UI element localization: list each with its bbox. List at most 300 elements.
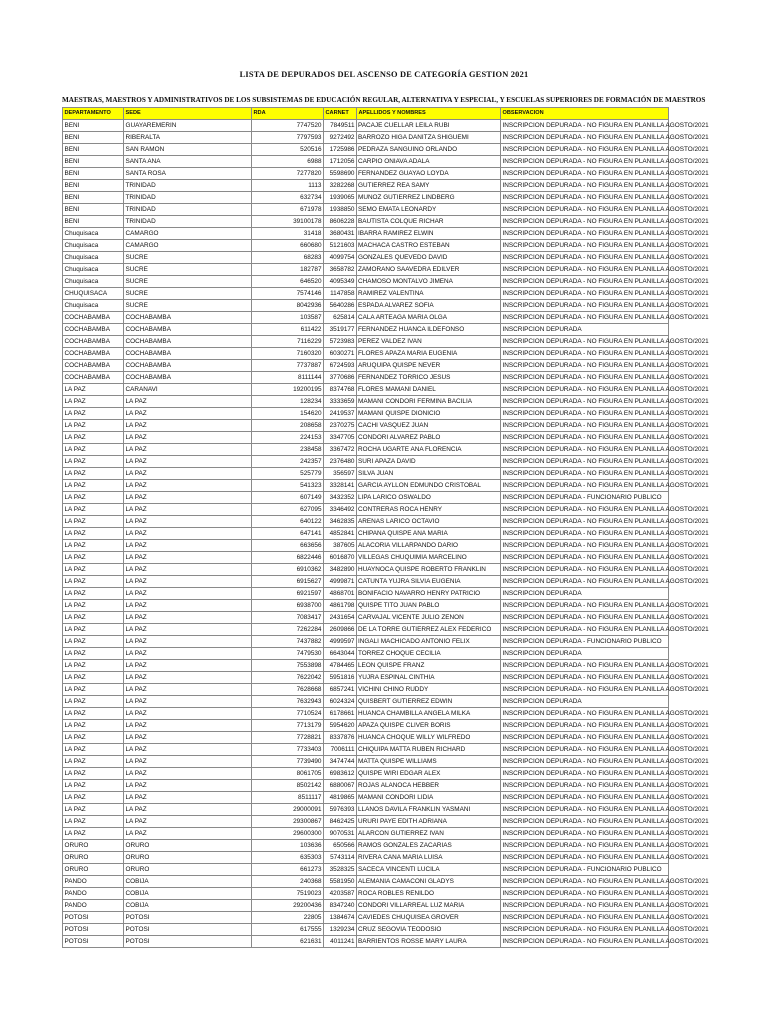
cell-carnet: 5723983 — [324, 336, 357, 348]
cell-sede: LA PAZ — [124, 684, 252, 696]
cell-carnet: 3346492 — [324, 504, 357, 516]
table-row — [63, 456, 669, 468]
table-row — [63, 228, 669, 240]
cell-apellidos-nombres: ARENAS LARICO OCTAVIO — [357, 516, 501, 528]
cell-rda: 182787 — [252, 264, 324, 276]
cell-carnet: 3482890 — [324, 564, 357, 576]
table-row — [63, 792, 669, 804]
table-row — [63, 564, 669, 576]
table-row — [63, 444, 669, 456]
cell-rda: 7628668 — [252, 684, 324, 696]
cell-departamento: LA PAZ — [63, 696, 124, 708]
cell-sede: TRINIDAD — [124, 192, 252, 204]
cell-sede: LA PAZ — [124, 540, 252, 552]
cell-carnet: 6857241 — [324, 684, 357, 696]
cell-departamento: LA PAZ — [63, 576, 124, 588]
cell-apellidos-nombres: RAMOS GONZALES ZACARIAS — [357, 840, 501, 852]
cell-rda: 635303 — [252, 852, 324, 864]
cell-apellidos-nombres: PEDRAZA SANGUINO ORLANDO — [357, 144, 501, 156]
table-row — [63, 132, 669, 144]
cell-sede: POTOSI — [124, 912, 252, 924]
table-row — [63, 852, 669, 864]
cell-sede: SUCRE — [124, 252, 252, 264]
cell-rda: 671978 — [252, 204, 324, 216]
table-row — [63, 804, 669, 816]
table-row — [63, 708, 669, 720]
cell-sede: LA PAZ — [124, 816, 252, 828]
cell-carnet: 3519177 — [324, 324, 357, 336]
cell-carnet: 3770686 — [324, 372, 357, 384]
cell-carnet: 9272492 — [324, 132, 357, 144]
cell-apellidos-nombres: ALACORIA VILLARPANDO DARIO — [357, 540, 501, 552]
table-row — [63, 480, 669, 492]
cell-carnet: 650566 — [324, 840, 357, 852]
cell-carnet: 1329234 — [324, 924, 357, 936]
cell-sede: COCHABAMBA — [124, 312, 252, 324]
cell-departamento: LA PAZ — [63, 528, 124, 540]
cell-sede: COCHABAMBA — [124, 336, 252, 348]
cell-carnet: 4784465 — [324, 660, 357, 672]
table-row — [63, 624, 669, 636]
cell-carnet: 5581950 — [324, 876, 357, 888]
cell-departamento: LA PAZ — [63, 708, 124, 720]
cell-carnet: 4095349 — [324, 276, 357, 288]
cell-sede: ORURO — [124, 852, 252, 864]
cell-apellidos-nombres: GONZALES QUEVEDO DAVID — [357, 252, 501, 264]
table-row — [63, 420, 669, 432]
cell-apellidos-nombres: PEREZ VALDEZ IVAN — [357, 336, 501, 348]
table-row — [63, 600, 669, 612]
table-row — [63, 168, 669, 180]
cell-observacion: INSCRIPCION DEPURADA - NO FIGURA EN PLANILLA AGOSTO/2021 — [501, 852, 669, 864]
cell-departamento: BENI — [63, 144, 124, 156]
cell-rda: 31418 — [252, 228, 324, 240]
cell-carnet: 2609866 — [324, 624, 357, 636]
table-row — [63, 192, 669, 204]
document-title: LISTA DE DEPURADOS DEL ASCENSO DE CATEGORÍA GESTION 2021 — [239, 70, 529, 79]
cell-departamento: BENI — [63, 168, 124, 180]
cell-observacion: INSCRIPCION DEPURADA — [501, 324, 669, 336]
cell-departamento: Chuquisaca — [63, 300, 124, 312]
cell-apellidos-nombres: BARROZO HIGA DANITZA SHIGUEMI — [357, 132, 501, 144]
table-row — [63, 756, 669, 768]
cell-observacion: INSCRIPCION DEPURADA - NO FIGURA EN PLANILLA AGOSTO/2021 — [501, 192, 669, 204]
document-subtitle: MAESTRAS, MAESTROS Y ADMINISTRATIVOS DE LOS SUBSISTEMAS DE EDUCACIÓN REGULAR, ALTERNATIVA Y ESPECIAL, Y ESCUELAS SUPERIORES DE FORMACIÓN DE MAESTROS — [62, 96, 706, 104]
cell-sede: CAMARGO — [124, 228, 252, 240]
cell-apellidos-nombres: ARUQUIPA QUISPE NEVER — [357, 360, 501, 372]
table-row — [63, 144, 669, 156]
cell-departamento: LA PAZ — [63, 408, 124, 420]
table-row — [63, 240, 669, 252]
cell-observacion: INSCRIPCION DEPURADA - NO FIGURA EN PLANILLA AGOSTO/2021 — [501, 420, 669, 432]
cell-observacion: INSCRIPCION DEPURADA - NO FIGURA EN PLANILLA AGOSTO/2021 — [501, 228, 669, 240]
cell-apellidos-nombres: CACHI VASQUEZ JUAN — [357, 420, 501, 432]
cell-apellidos-nombres: VICHINI CHINO RUDDY — [357, 684, 501, 696]
table-row — [63, 732, 669, 744]
cell-departamento: Chuquisaca — [63, 228, 124, 240]
header-observacion: OBSERVACION — [501, 108, 669, 120]
cell-observacion: INSCRIPCION DEPURADA - NO FIGURA EN PLANILLA AGOSTO/2021 — [501, 768, 669, 780]
cell-sede: LA PAZ — [124, 804, 252, 816]
cell-departamento: LA PAZ — [63, 588, 124, 600]
cell-rda: 7262284 — [252, 624, 324, 636]
cell-rda: 661273 — [252, 864, 324, 876]
cell-carnet: 3680431 — [324, 228, 357, 240]
cell-rda: 7733403 — [252, 744, 324, 756]
cell-observacion: INSCRIPCION DEPURADA - NO FIGURA EN PLANILLA AGOSTO/2021 — [501, 384, 669, 396]
cell-apellidos-nombres: CAVIEDES CHUQUISEA GROVER — [357, 912, 501, 924]
cell-carnet: 5640286 — [324, 300, 357, 312]
cell-sede: TRINIDAD — [124, 204, 252, 216]
cell-carnet: 6024324 — [324, 696, 357, 708]
cell-carnet: 4099754 — [324, 252, 357, 264]
cell-apellidos-nombres: CONTRERAS ROCA HENRY — [357, 504, 501, 516]
cell-apellidos-nombres: INGALI MACHICADO ANTONIO FELIX — [357, 636, 501, 648]
cell-rda: 541323 — [252, 480, 324, 492]
table-row — [63, 768, 669, 780]
cell-carnet: 3347705 — [324, 432, 357, 444]
cell-observacion: INSCRIPCION DEPURADA - NO FIGURA EN PLANILLA AGOSTO/2021 — [501, 876, 669, 888]
cell-departamento: LA PAZ — [63, 612, 124, 624]
cell-observacion: INSCRIPCION DEPURADA - NO FIGURA EN PLANILLA AGOSTO/2021 — [501, 468, 669, 480]
cell-apellidos-nombres: FERNANDEZ GUAYAO LOYDA — [357, 168, 501, 180]
cell-rda: 8111144 — [252, 372, 324, 384]
cell-rda: 103587 — [252, 312, 324, 324]
table-row — [63, 924, 669, 936]
cell-apellidos-nombres: BONIFACIO NAVARRO HENRY PATRICIO — [357, 588, 501, 600]
cell-departamento: LA PAZ — [63, 768, 124, 780]
cell-departamento: ORURO — [63, 864, 124, 876]
cell-observacion: INSCRIPCION DEPURADA - NO FIGURA EN PLANILLA AGOSTO/2021 — [501, 144, 669, 156]
cell-rda: 8042936 — [252, 300, 324, 312]
table-row — [63, 360, 669, 372]
cell-departamento: PANDO — [63, 888, 124, 900]
table-row — [63, 276, 669, 288]
header-departamento: DEPARTAMENTO — [63, 108, 124, 120]
header-carnet: CARNET — [324, 108, 357, 120]
cell-observacion: INSCRIPCION DEPURADA - NO FIGURA EN PLANILLA AGOSTO/2021 — [501, 168, 669, 180]
cell-sede: LA PAZ — [124, 552, 252, 564]
cell-carnet: 1938850 — [324, 204, 357, 216]
cell-departamento: LA PAZ — [63, 636, 124, 648]
cell-observacion: INSCRIPCION DEPURADA - NO FIGURA EN PLANILLA AGOSTO/2021 — [501, 444, 669, 456]
cell-departamento: COCHABAMBA — [63, 360, 124, 372]
cell-rda: 8511117 — [252, 792, 324, 804]
table-row — [63, 312, 669, 324]
cell-carnet: 4011241 — [324, 936, 357, 948]
table-row — [63, 120, 669, 132]
cell-departamento: BENI — [63, 216, 124, 228]
cell-apellidos-nombres: VILLEGAS CHUQUIMIA MARCELINO — [357, 552, 501, 564]
cell-apellidos-nombres: SACECA VINCENTI LUCILA — [357, 864, 501, 876]
cell-departamento: POTOSI — [63, 936, 124, 948]
cell-rda: 7632943 — [252, 696, 324, 708]
cell-carnet: 6643044 — [324, 648, 357, 660]
cell-carnet: 6178661 — [324, 708, 357, 720]
cell-departamento: BENI — [63, 204, 124, 216]
cell-sede: TRINIDAD — [124, 216, 252, 228]
table-row — [63, 540, 669, 552]
cell-observacion: INSCRIPCION DEPURADA — [501, 696, 669, 708]
cell-carnet: 5954620 — [324, 720, 357, 732]
cell-rda: 621631 — [252, 936, 324, 948]
cell-observacion: INSCRIPCION DEPURADA - NO FIGURA EN PLANILLA AGOSTO/2021 — [501, 132, 669, 144]
cell-sede: COBIJA — [124, 876, 252, 888]
cell-apellidos-nombres: QUISBERT GUTIERREZ EDWIN — [357, 696, 501, 708]
table-row — [63, 468, 669, 480]
cell-rda: 7710524 — [252, 708, 324, 720]
cell-apellidos-nombres: MAMANI CONDORI FERMINA BACILIA — [357, 396, 501, 408]
cell-carnet: 3333659 — [324, 396, 357, 408]
cell-rda: 617555 — [252, 924, 324, 936]
cell-departamento: BENI — [63, 180, 124, 192]
cell-departamento: LA PAZ — [63, 828, 124, 840]
cell-observacion: INSCRIPCION DEPURADA - NO FIGURA EN PLANILLA AGOSTO/2021 — [501, 252, 669, 264]
cell-observacion: INSCRIPCION DEPURADA — [501, 648, 669, 660]
cell-carnet: 3462835 — [324, 516, 357, 528]
cell-rda: 525779 — [252, 468, 324, 480]
cell-rda: 7479530 — [252, 648, 324, 660]
cell-observacion: INSCRIPCION DEPURADA - NO FIGURA EN PLANILLA AGOSTO/2021 — [501, 156, 669, 168]
cell-departamento: LA PAZ — [63, 432, 124, 444]
cell-rda: 29600300 — [252, 828, 324, 840]
cell-carnet: 4203587 — [324, 888, 357, 900]
cell-rda: 1113 — [252, 180, 324, 192]
cell-rda: 7437882 — [252, 636, 324, 648]
cell-observacion: INSCRIPCION DEPURADA - NO FIGURA EN PLANILLA AGOSTO/2021 — [501, 684, 669, 696]
table-row — [63, 300, 669, 312]
cell-rda: 7728821 — [252, 732, 324, 744]
cell-sede: LA PAZ — [124, 636, 252, 648]
cell-sede: LA PAZ — [124, 420, 252, 432]
cell-apellidos-nombres: ALEMANIA CAMACONI GLADYS — [357, 876, 501, 888]
cell-apellidos-nombres: MATTA QUISPE WILLIAMS — [357, 756, 501, 768]
cell-carnet: 8337876 — [324, 732, 357, 744]
cell-observacion: INSCRIPCION DEPURADA - NO FIGURA EN PLANILLA AGOSTO/2021 — [501, 744, 669, 756]
table-row — [63, 324, 669, 336]
cell-carnet: 4861798 — [324, 600, 357, 612]
cell-carnet: 5976393 — [324, 804, 357, 816]
cell-rda: 224153 — [252, 432, 324, 444]
cell-carnet: 3282268 — [324, 180, 357, 192]
cell-observacion: INSCRIPCION DEPURADA - NO FIGURA EN PLANILLA AGOSTO/2021 — [501, 924, 669, 936]
cell-observacion: INSCRIPCION DEPURADA - NO FIGURA EN PLANILLA AGOSTO/2021 — [501, 804, 669, 816]
cell-observacion: INSCRIPCION DEPURADA - NO FIGURA EN PLANILLA AGOSTO/2021 — [501, 900, 669, 912]
cell-observacion: INSCRIPCION DEPURADA - NO FIGURA EN PLANILLA AGOSTO/2021 — [501, 828, 669, 840]
cell-carnet: 4852841 — [324, 528, 357, 540]
table-row — [63, 204, 669, 216]
cell-apellidos-nombres: DE LA TORRE GUTIERREZ ALEX FEDERICO — [357, 624, 501, 636]
cell-departamento: PANDO — [63, 876, 124, 888]
cell-observacion: INSCRIPCION DEPURADA - NO FIGURA EN PLANILLA AGOSTO/2021 — [501, 576, 669, 588]
cell-rda: 7737887 — [252, 360, 324, 372]
cell-carnet: 6016870 — [324, 552, 357, 564]
cell-sede: SANTA ROSA — [124, 168, 252, 180]
cell-carnet: 3528325 — [324, 864, 357, 876]
table-row — [63, 156, 669, 168]
cell-observacion: INSCRIPCION DEPURADA - NO FIGURA EN PLANILLA AGOSTO/2021 — [501, 672, 669, 684]
cell-sede: LA PAZ — [124, 516, 252, 528]
table-row — [63, 660, 669, 672]
cell-apellidos-nombres: CHAMOSO MONTALVO JIMENA — [357, 276, 501, 288]
cell-rda: 632734 — [252, 192, 324, 204]
cell-observacion: INSCRIPCION DEPURADA - NO FIGURA EN PLANILLA AGOSTO/2021 — [501, 660, 669, 672]
cell-apellidos-nombres: CHIPANA QUISPE ANA MARIA — [357, 528, 501, 540]
cell-departamento: LA PAZ — [63, 384, 124, 396]
cell-sede: COBIJA — [124, 888, 252, 900]
cell-apellidos-nombres: ESPADA ALVAREZ SOFIA — [357, 300, 501, 312]
cell-carnet: 3474744 — [324, 756, 357, 768]
cell-sede: LA PAZ — [124, 792, 252, 804]
cell-apellidos-nombres: BARRIENTOS ROSSE MARY LAURA — [357, 936, 501, 948]
table-row — [63, 432, 669, 444]
cell-apellidos-nombres: RIVERA CANA MARIA LUISA — [357, 852, 501, 864]
cell-departamento: LA PAZ — [63, 516, 124, 528]
cell-departamento: LA PAZ — [63, 684, 124, 696]
cell-apellidos-nombres: FERNANDEZ TORRICO JESUS — [357, 372, 501, 384]
cell-sede: LA PAZ — [124, 492, 252, 504]
cell-sede: LA PAZ — [124, 672, 252, 684]
cell-observacion: INSCRIPCION DEPURADA - NO FIGURA EN PLANILLA AGOSTO/2021 — [501, 204, 669, 216]
cell-observacion: INSCRIPCION DEPURADA - NO FIGURA EN PLANILLA AGOSTO/2021 — [501, 432, 669, 444]
cell-departamento: COCHABAMBA — [63, 372, 124, 384]
cell-apellidos-nombres: MACHACA CASTRO ESTEBAN — [357, 240, 501, 252]
cell-carnet: 5951816 — [324, 672, 357, 684]
cell-departamento: LA PAZ — [63, 816, 124, 828]
cell-apellidos-nombres: CATUNTA YUJRA SILVIA EUGENIA — [357, 576, 501, 588]
cell-departamento: LA PAZ — [63, 648, 124, 660]
cell-observacion: INSCRIPCION DEPURADA — [501, 588, 669, 600]
table-row — [63, 888, 669, 900]
cell-carnet: 2419537 — [324, 408, 357, 420]
cell-sede: COCHABAMBA — [124, 324, 252, 336]
table-row — [63, 876, 669, 888]
cell-apellidos-nombres: SURI APAZA DAVID — [357, 456, 501, 468]
cell-departamento: LA PAZ — [63, 624, 124, 636]
cell-sede: COCHABAMBA — [124, 360, 252, 372]
cell-apellidos-nombres: CARVAJAL VICENTE JULIO ZENON — [357, 612, 501, 624]
table-row — [63, 492, 669, 504]
table-row — [63, 612, 669, 624]
cell-rda: 6910362 — [252, 564, 324, 576]
cell-observacion: INSCRIPCION DEPURADA - NO FIGURA EN PLANILLA AGOSTO/2021 — [501, 624, 669, 636]
cell-sede: RIBERALTA — [124, 132, 252, 144]
cell-carnet: 625814 — [324, 312, 357, 324]
cell-observacion: INSCRIPCION DEPURADA - FUNCIONARIO PUBLICO — [501, 636, 669, 648]
cell-rda: 6915627 — [252, 576, 324, 588]
cell-departamento: LA PAZ — [63, 456, 124, 468]
cell-sede: LA PAZ — [124, 564, 252, 576]
cell-carnet: 6724593 — [324, 360, 357, 372]
cell-departamento: LA PAZ — [63, 480, 124, 492]
cell-carnet: 1384674 — [324, 912, 357, 924]
cell-sede: ORURO — [124, 864, 252, 876]
cell-rda: 6822446 — [252, 552, 324, 564]
cell-observacion: INSCRIPCION DEPURADA - NO FIGURA EN PLANILLA AGOSTO/2021 — [501, 360, 669, 372]
cell-observacion: INSCRIPCION DEPURADA - NO FIGURA EN PLANILLA AGOSTO/2021 — [501, 612, 669, 624]
cell-apellidos-nombres: YUJRA ESPINAL CINTHIA — [357, 672, 501, 684]
table-row — [63, 252, 669, 264]
cell-apellidos-nombres: QUISPE WIRI EDGAR ALEX — [357, 768, 501, 780]
table-row — [63, 408, 669, 420]
cell-rda: 29300867 — [252, 816, 324, 828]
cell-rda: 39100178 — [252, 216, 324, 228]
cell-apellidos-nombres: RAMIREZ VALENTINA — [357, 288, 501, 300]
cell-rda: 7116229 — [252, 336, 324, 348]
cell-rda: 646520 — [252, 276, 324, 288]
table-row — [63, 864, 669, 876]
cell-rda: 154620 — [252, 408, 324, 420]
cell-carnet: 6880067 — [324, 780, 357, 792]
cell-apellidos-nombres: HUANCA CHAMBILLA ANGELA MILKA — [357, 708, 501, 720]
cell-rda: 647141 — [252, 528, 324, 540]
cell-sede: LA PAZ — [124, 468, 252, 480]
cell-rda: 7747520 — [252, 120, 324, 132]
cell-apellidos-nombres: ROCA ROBLES RENILDO — [357, 888, 501, 900]
table-row — [63, 684, 669, 696]
cell-rda: 22805 — [252, 912, 324, 924]
cell-observacion: INSCRIPCION DEPURADA - NO FIGURA EN PLANILLA AGOSTO/2021 — [501, 336, 669, 348]
cell-departamento: LA PAZ — [63, 552, 124, 564]
cell-observacion: INSCRIPCION DEPURADA - NO FIGURA EN PLANILLA AGOSTO/2021 — [501, 792, 669, 804]
cell-departamento: LA PAZ — [63, 744, 124, 756]
cell-observacion: INSCRIPCION DEPURADA - NO FIGURA EN PLANILLA AGOSTO/2021 — [501, 396, 669, 408]
table-row — [63, 384, 669, 396]
table-row — [63, 396, 669, 408]
table-row — [63, 516, 669, 528]
cell-observacion: INSCRIPCION DEPURADA - NO FIGURA EN PLANILLA AGOSTO/2021 — [501, 408, 669, 420]
depurados-table — [62, 107, 709, 948]
cell-observacion: INSCRIPCION DEPURADA - NO FIGURA EN PLANILLA AGOSTO/2021 — [501, 120, 669, 132]
cell-departamento: PANDO — [63, 900, 124, 912]
table-header-row — [63, 108, 669, 120]
cell-departamento: LA PAZ — [63, 396, 124, 408]
cell-departamento: LA PAZ — [63, 504, 124, 516]
table-row — [63, 588, 669, 600]
cell-apellidos-nombres: FLORES MAMANI DANIEL — [357, 384, 501, 396]
cell-departamento: LA PAZ — [63, 468, 124, 480]
cell-departamento: BENI — [63, 132, 124, 144]
cell-observacion: INSCRIPCION DEPURADA - NO FIGURA EN PLANILLA AGOSTO/2021 — [501, 732, 669, 744]
cell-departamento: COCHABAMBA — [63, 312, 124, 324]
cell-apellidos-nombres: CONDORI ALVAREZ PABLO — [357, 432, 501, 444]
cell-observacion: INSCRIPCION DEPURADA - NO FIGURA EN PLANILLA AGOSTO/2021 — [501, 372, 669, 384]
cell-sede: CARANAVI — [124, 384, 252, 396]
cell-observacion: INSCRIPCION DEPURADA - NO FIGURA EN PLANILLA AGOSTO/2021 — [501, 552, 669, 564]
cell-departamento: LA PAZ — [63, 756, 124, 768]
cell-apellidos-nombres: HUANCA CHOQUE WILLY WILFREDO — [357, 732, 501, 744]
cell-rda: 7797593 — [252, 132, 324, 144]
cell-apellidos-nombres: APAZA QUISPE CLIVER BORIS — [357, 720, 501, 732]
cell-sede: CAMARGO — [124, 240, 252, 252]
table-row — [63, 264, 669, 276]
cell-apellidos-nombres: IBARRA RAMIREZ ELWIN — [357, 228, 501, 240]
cell-sede: LA PAZ — [124, 432, 252, 444]
cell-apellidos-nombres: ROCHA UGARTE ANA FLORENCIA — [357, 444, 501, 456]
cell-apellidos-nombres: SEMO EMATA LEONARDY — [357, 204, 501, 216]
cell-rda: 6938700 — [252, 600, 324, 612]
cell-rda: 68283 — [252, 252, 324, 264]
table-row — [63, 504, 669, 516]
cell-rda: 7519023 — [252, 888, 324, 900]
cell-apellidos-nombres: ALARCON GUTIERREZ IVAN — [357, 828, 501, 840]
cell-departamento: POTOSI — [63, 912, 124, 924]
cell-apellidos-nombres: URURI PAYE EDITH ADRIANA — [357, 816, 501, 828]
cell-observacion: INSCRIPCION DEPURADA - NO FIGURA EN PLANILLA AGOSTO/2021 — [501, 600, 669, 612]
cell-sede: COCHABAMBA — [124, 372, 252, 384]
cell-sede: LA PAZ — [124, 480, 252, 492]
table-row — [63, 528, 669, 540]
